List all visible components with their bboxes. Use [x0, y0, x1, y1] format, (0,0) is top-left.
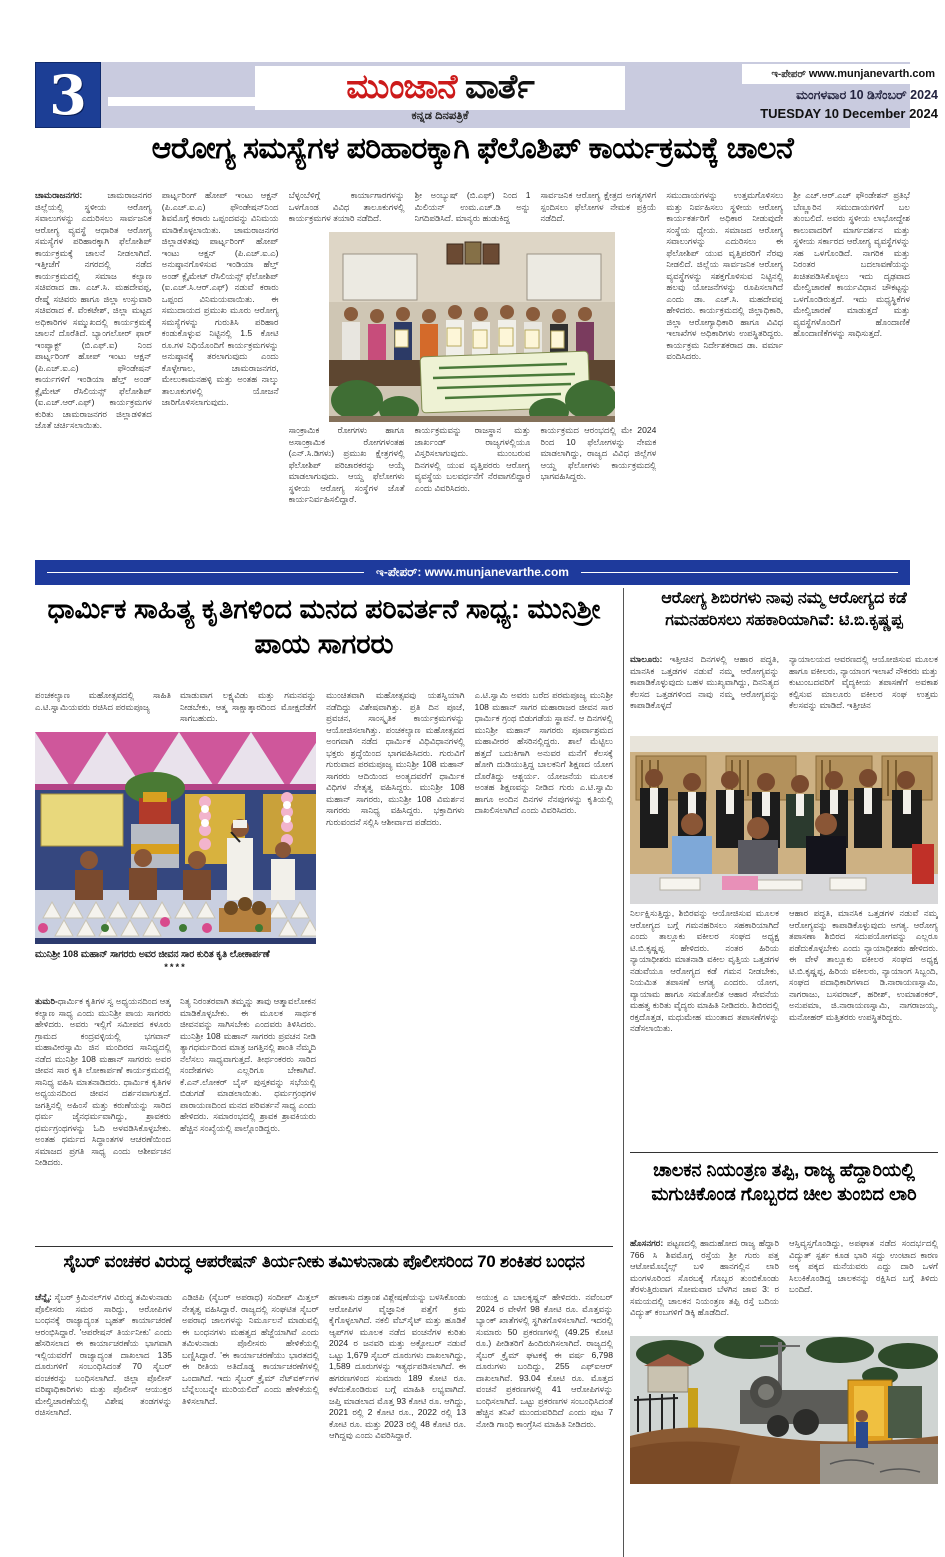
lorry-article-column-1-text: ಪಟ್ಟಣದಲ್ಲಿ ಹಾದುಹೋದ ರಾಜ್ಯ ಹೆದ್ದಾರಿ 766 ಸಿ ಶಿವಮೊಗ್ಗ ರಸ್ತೆಯ ಶ್ರೀ ಗುರು ಪತ್ತ ಆಟೋಮೊಬೈಲ್ಸ್ ಬಳಿ ಹಾನಗಲ್ಲಿನ ಲಾರಿ ಮಂಗಳೂರಿಂದ ಸೊರಬಕ್ಕೆ ಗೊಬ್ಬರ ತುಂಬಿಕೊಂಡು ತೆರಳುತ್ತಿರುವಾಗ ಸೋಮವಾರ ಬೆಳಗಿನ ಜಾವ 3: ರ ಸಮಯದಲ್ಲಿ ಚಾಲಕನ ನಿಯಂತ್ರಣ ತಪ್ಪಿ ರಸ್ತೆ ಬದಿಯ ವಿದ್ಯುತ್ ಕಂಬಗಳಿಗೆ ಡಿಕ್ಕಿ ಹೊಡೆದಿದೆ. [630, 1238, 779, 1318]
cyber-article-body [35, 1292, 613, 1557]
main-article-column-4-top: ಶ್ರೀ ಅಂಬ್ಯುಷ್ (ಬಿ.ಎಫ್) ನಿಂದ 1 ಮಿಲಿಯನ್ ಉಮ.ಎಚ್.ಡಿ ಅನ್ನು ನಿಗದಿಪಡಿಸಿದೆ. ಮಾನ್ಯರು ಹುಡುಕಿದ್ದ [414, 190, 531, 224]
religious-article-column-4: ಎ.ಟಿ.ಸ್ವಾಮಿ ಅವರು ಬರೆದ ಪರಮಪೂಜ್ಯ ಮುನಿಶ್ರೀ 108 ಮಹಾನ್ ಸಾಗರ ಮಹಾರಾಜರ ಜೀವನ ಸಾರ ಧಾರ್ಮಿಕ ಗ್ರಂಥ ಬಿಡುಗಡೆಯ ಸ್ಥಾಪನೆ. ಆ ದಿನಗಳಲ್ಲಿ ಮುನಿಶ್ರೀ ಮಹಾನ್ ಸಾಗರರು ಪೂರ್ವಾಶ್ರಮದ ಮಹಾವೀರರ ಹೆಸರಿನಲ್ಲಿದ್ದರು. ಶಾಲೆ ಮೆಟ್ಟಿಲು ಹತ್ತದೆ ಬದುಕಿಗಾಗಿ ಅನುವರ ಮನೆಗೆ ಕೆಲಸಕ್ಕೆ ಹೋಗಿ ದುಡಿಯುತ್ತಿದ್ದ ಬಾಲಕನಿಗೆ ಶಿಕ್ಷಣದ ಯೋಗ ದೊರೆತಿದ್ದು ಆಶ್ಚರ್ಯ. ಯೋಜನೆಯ ಮೂಲಕ ಅಂತಹ ಶಿಕ್ಷಣವನ್ನು ನೀಡಿದ ಗುರು ಎ.ಟಿ.ಸ್ವಾಮಿ ಹಾಗೂ ಅಂದಿನ ದಿನಗಳ ನೆನಪುಗಳನ್ನು ಕೃತಿಯಲ್ಲಿ ದಾಖಲಿಸಲಾಗಿದೆ ಎಂದು ವಿವರಿಸಿದರು. [474, 690, 613, 816]
banner-left-line [47, 572, 364, 573]
page-number-box [35, 62, 101, 128]
main-article-headline: ಆರೋಗ್ಯ ಸಮಸ್ಯೆಗಳ ಪರಿಹಾರಕ್ಕಾಗಿ ಫೆಲೊಶಿಪ್ ಕಾರ್ಯಕ್ರಮಕ್ಕೆ ಚಾಲನೆ [151, 132, 794, 165]
health-article-column-2-top: ನ್ಯಾಯಾಲಯದ ಆವರಣದಲ್ಲಿ ಆಯೋಜಿಸುವ ಮೂಲಕ ಹಾಗೂ ವಕೀಲರು, ನ್ಯಾಯಾಂಗ ಇಲಾಖೆ ನೌಕರರು ಮತ್ತು ಕುಟುಂಬದವರಿಗೆ ವೈದ್ಯಕೀಯ ತಪಾಸಣೆಗೆ ಅವಕಾಶ ಕಲ್ಪಿಸುವ ಮಾಲೂರು ವಕೀಲರ ಸಂಘ ಉತ್ತಮ ಕೆಲಸವನ್ನು ಮಾಡಿದೆ. ಇತ್ತೀಚಿನ [789, 654, 938, 711]
banner-right-line [581, 572, 898, 573]
masthead-title-red: ಮುಂಜಾನೆ [346, 68, 457, 106]
cyber-article-column-2: ಎಡಿಜಿಪಿ (ಸೈಬರ್ ಅಪರಾಧ) ಸಂದೀಪ್ ಮಿತ್ತಲ್ ನೇತೃತ್ವ ವಹಿಸಿದ್ದಾರೆ. ರಾಜ್ಯದಲ್ಲಿ ಸಂಘಟಿತ ಸೈಬರ್ ಅಪರಾಧ ಜಾಲಗಳನ್ನು ನಿರ್ಮೂಲನೆ ಮಾಡುವಲ್ಲಿ ಈ ಬಂಧನಗಳು ಮಹತ್ವದ ಹೆಜ್ಜೆಯಾಗಿವೆ ಎಂದು ತಮಿಳುನಾಡು ಪೊಲೀಸರು ಹೇಳಿಕೆಯಲ್ಲಿ ಬಣ್ಣಿಸಿದ್ದಾರೆ. 'ಈ ಕಾರ್ಯಾಚರಣೆಯು ಭಾರತದಲ್ಲಿ ಈ ರೀತಿಯ ಅತಿದೊಡ್ಡ ಕಾರ್ಯಾಚರಣೆಗಳಲ್ಲಿ ಒಂದಾಗಿದೆ. ಇದು ಸೈಬರ್ ಕ್ರೈಮ್ ನೆಟ್‌ವರ್ಕ್‌ಗಳ ಬೆನ್ನೆಲುಬನ್ನೇ ಮುರಿಯಲಿದೆ' ಎಂದು ಹೇಳಿಕೆಯಲ್ಲಿ ತಿಳಿಸಲಾಗಿದೆ. [182, 1292, 319, 1406]
religious-article-lower-row [35, 996, 316, 1246]
cyber-article-divider [35, 1246, 613, 1247]
religious-article-column-2-top: ಮಾಡುವಾಗ ಲಕ್ಷ್ಯವಿಡು ಮತ್ತು ಗಮನವನ್ನು ನೀಡಬೇಕು, ಆತ್ಮ ಸಾಕ್ಷಾತ್ಕಾರದಿಂದ ಮೋಕ್ಷದೆಡೆಗೆ ಸಾಗಬಹುದು. [180, 690, 317, 724]
epaper-url-box [742, 64, 938, 84]
cyber-article-column-3: ಹಣಕಾಸು ದತ್ತಾಂಶ ವಿಶ್ಲೇಷಣೆಯನ್ನು ಬಳಸಿಕೊಂಡು ಆರೋಪಿಗಳ ವೈಜ್ಞಾನಿಕ ಪತ್ತೆಗೆ ಕ್ರಮ ಕೈಗೊಳ್ಳಲಾಗಿದೆ. ನಕಲಿ ವೆಬ್‌ಸೈಟ್ ಮತ್ತು ಹೂಡಿಕೆ ಆ್ಯಪ್‌ಗಳ ಮೂಲಕ ನಡೆದ ವಂಚನೆಗಳ ಕುರಿತು 2024 ರ ಜನವರಿ ಮತ್ತು ಅಕ್ಟೋಬರ್ ನಡುವೆ ಒಟ್ಟು 1,679 ಸೈಬರ್ ದೂರುಗಳು ದಾಖಲಾಗಿದ್ದು, 1,589 ದೂರುಗಳನ್ನು ಇತ್ಯರ್ಥಪಡಿಸಲಾಗಿದೆ. ಈ ಹಗರಣಗಳಿಂದ ಸುಮಾರು 189 ಕೋಟಿ ರೂ. ಕಳೆದುಕೊಂಡಿರುವ ಬಗ್ಗೆ ಮಾಹಿತಿ ಲಭ್ಯವಾಗಿದೆ. ಜಪ್ತಿ ಮಾಡಲಾದ ಮೊತ್ತ 93 ಕೋಟಿ ರೂ. ಆಗಿದ್ದು, 2021 ರಲ್ಲಿ 2 ಕೋಟಿ ರೂ., 2022 ರಲ್ಲಿ 13 ಕೋಟಿ ರೂ. ಮತ್ತು 2023 ರಲ್ಲಿ 48 ಕೋಟಿ ರೂ. ಆಗಿದ್ದವು ಎಂದು ವಿವರಿಸಿದ್ದಾರೆ. [329, 1292, 466, 1441]
religious-article-column-3: ಮುಂಚಿತವಾಗಿ ಮಹೋತ್ಸವವು ಯಶಸ್ವಿಯಾಗಿ ನಡೆದಿದ್ದು ವಿಶೇಷವಾಗಿತ್ತು. ಪ್ರತಿ ದಿನ ಪೂಜೆ, ಪ್ರವಚನ, ಸಾಂಸ್ಕೃತಿಕ ಕಾರ್ಯಕ್ರಮಗಳನ್ನು ಆಯೋಜಿಸಲಾಗಿತ್ತು. ಪಂಚಕಲ್ಯಾಣ ಮಹೋತ್ಸವದ ಅಂಗವಾಗಿ ನಡೆದ ಧಾರ್ಮಿಕ ವಿಧಿವಿಧಾನಗಳಲ್ಲಿ ಭಕ್ತರು ಶ್ರದ್ಧೆಯಿಂದ ಭಾಗವಹಿಸಿದರು. ಗುರುವಿಗೆ ಗುರುವಾದ ಪರಮಪೂಜ್ಯ ಮುನಿಶ್ರೀ 108 ಮಹಾನ್ ಸಾಗರರು ಆದಿಯಿಂದ ಅಂತ್ಯದವರೆಗೆ ಧಾರ್ಮಿಕ ವಿಧಿಗಳ ನೇತೃತ್ವ ವಹಿಸಿದ್ದರು. ಮುನಿಶ್ರೀ 108 ಮಹಾನ್ ಸಾಗರರು, ಮುನಿಶ್ರೀ 108 ವಿಮರ್ಶನ ಸಾಗರರು ಸಾನಿಧ್ಯ ವಹಿಸಿದ್ದರು. ಭಕ್ತಾದಿಗಳು ಗುರುವಂದನೆ ಸಲ್ಲಿಸಿ ಆಶೀರ್ವಾದ ಪಡೆದರು. [326, 690, 465, 827]
date-english: TUESDAY 10 December 2024 [760, 106, 938, 121]
masthead-subtitle: ಕನ್ನಡ ದಿನಪತ್ರಿಕೆ [411, 110, 469, 122]
religious-article-top-row [35, 690, 316, 730]
banner-url-link[interactable]: ಇ-ಪೇಪರ್: www.munjanevarthe.com [376, 565, 569, 579]
health-article-dateline: ಮಾಲೂರು: [630, 654, 663, 664]
main-article-column-7: ಶ್ರೀ ಎಚ್.ಆರ್.ಎಚ್ ಫೌಂಡೇಶನ್ ಪ್ರತಿಭೆ ಬೆಣ್ಣೂರಿನ ಸಮುದಾಯಗಳಿಗೆ ಬಲ ತುಂಬಲಿದೆ. ಅವರು ಸ್ಥಳೀಯ ಲಾಭೋದ್ದೇಶ ಕಾಲುವಾದರಿಗೆ ಮಾರ್ಗದರ್ಶನ ಮತ್ತು ಸ್ಥಳೀಯ ಸರ್ಕಾರದ ಆರೋಗ್ಯ ವ್ಯವಸ್ಥೆಗಳನ್ನು ಸಹ ಒಳಗೊಂಡಿದೆ. ನಾಗರಿಕ ಮತ್ತು ನಿರಂತರ ಬದಲಾವಣೆಯನ್ನು ಖಚಿತಪಡಿಸಿಕೊಳ್ಳಲು ಇದು ದೃಢವಾದ ಮೇಲ್ವಿಚಾರಣೆ ಕಾರ್ಯವಿಧಾನ ಚೌಕಟ್ಟನ್ನು ಒಳಗೊಂಡಿರುತ್ತದೆ. ಇದು ಮಧ್ಯಸ್ಥಿಕೆಗಳ ಮೇಲ್ವಿಚಾರಣೆ ಮಾಡುತ್ತದೆ ಮತ್ತು ವ್ಯವಸ್ಥೆಗಳೊಂದಿಗೆ ಹೊಂದಾಣಿಕೆ ಹೊಂದಾಣಿಕೆಗಳನ್ನು ಸಾಧಿಸುತ್ತದೆ. [793, 190, 910, 339]
religious-article-column-1 [35, 996, 171, 1246]
health-article-headline: ಆರೋಗ್ಯ ಶಿಬಿರಗಳು ನಾವು ನಮ್ಮ ಆರೋಗ್ಯದ ಕಡೆ ಗಮನಹರಿಸಲು ಸಹಕಾರಿಯಾಗಿವೆ: ಟಿ.ಬಿ.ಕೃಷ್ಣಪ್ಪ [661, 590, 907, 629]
cyber-article-headline: ಸೈಬರ್ ವಂಚಕರ ವಿರುದ್ಧ ಆಪರೇಷನ್ ತಿರ್ಯನೀಕು ತಮಿಳುನಾಡು ಪೊಲೀಸರಿಂದ 70 ಶಂಕಿತರ ಬಂಧನ [63, 1252, 585, 1271]
lorry-article-column-1 [630, 1238, 779, 1332]
religious-article-left-pair [35, 690, 316, 1246]
lorry-article-column-2: ಆಸ್ತಿವ್ಯಸ್ತಗೊಂಡಿದ್ದು, ಅಪಘಾತ ನಡೆದ ಸಂದರ್ಭದಲ್ಲಿ ವಿದ್ಯುತ್ ಸ್ಪರ್ಶ ಕೂಡ ಭಾರಿ ಸದ್ದು ಉಂಟಾದ ಕಾರಣ ಅಕ್ಕ ಪಕ್ಕದ ಮನೆಯವರು ಎದ್ದು ದಾರಿ ಒಳಗೆ ಸಿಲುಕಿಕೊಂಡಿದ್ದ ಚಾಲಕನನ್ನು ರಕ್ಷಿಸಿದ ಬಗ್ಗೆ ತಿಳಿದು ಬಂದಿದೆ. [789, 1238, 938, 1295]
cyber-article-dateline: ಚೆನ್ನೈ: [35, 1292, 52, 1302]
epaper-banner [35, 560, 910, 585]
epaper-label: ಇ-ಪೇಪರ್ [771, 68, 806, 80]
main-article-dateline: ಚಾಮರಾಜನಗರ: [35, 190, 83, 200]
religious-article-column-1-top: ಪಂಚಕಲ್ಯಾಣ ಮಹೋತ್ಸವದಲ್ಲಿ ಸಾಹಿತಿ ಎ.ಟಿ.ಸ್ವಾಮಿಯವರು ರಚಿಸಿದ ಪರಮಪೂಜ್ಯ [35, 690, 172, 712]
ceremony-photo-caption [35, 944, 316, 996]
main-article-column-2: ಪಾರ್ಟ್ನರಿಂಗ್ ಹೋಪ್ ಇಂಟು ಆಕ್ಷನ್ (ಪಿ.ಎಚ್.ಐ.ಎ) ಫೌಂಡೇಷನ್‌ನಿಂದ ಶಿವಮೊಗ್ಗೆ ಕರಾರು ಒಪ್ಪಂದವನ್ನು ವಿನಿಮಯ ಮಾಡಿಕೊಳ್ಳಲಾಯಿತು. ಚಾಮರಾಜನಗರ ಜಿಲ್ಲಾಡಳಿತವು ಪಾರ್ಟ್ನರಿಂಗ್ ಹೋಪ್ ಇಂಟು ಆಕ್ಷನ್ (ಪಿ.ಎಚ್.ಐ.ಎ) ಅನುಷ್ಠಾನಗೊಳಿಸುವ ಇಂಡಿಯಾ ಹೆಲ್ತ್ ಅಂಡ್ ಕ್ಲೈಮೇಟ್ ರೆಸಿಲಿಯನ್ಸ್ ಫೆಲೋಶಿಪ್ (ಐ.ಎಚ್.ಸಿ.ಆರ್.ಎಫ್) ನಡುವೆ ಕರಾರು ಒಪ್ಪಂದ ವಿನಿಮಯವಾಯಿತು. ಈ ಸಮುದಾಯದ ಪ್ರಮುಖ ಮೂರು ಆರೋಗ್ಯ ಸಮಸ್ಯೆಗಳನ್ನು ಗುರುತಿಸಿ ಪರಿಹಾರ ಕಂಡುಕೊಳ್ಳುವ ನಿಟ್ಟಿನಲ್ಲಿ 1.5 ಕೋಟಿ ರೂ.ಗಳ ನಿಧಿಯೊಂದಿಗೆ ಕಾರ್ಯಕ್ರಮಗಳನ್ನು ಅನುಷ್ಠಾನಕ್ಕೆ ತರಲಾಗುವುದು ಎಂದು ಕೊಳ್ಳೇಗಾಲ, ಚಾಮರಾಜನಗರ, ಮೇಲುಕಾಮನಹಳ್ಳಿ ಮತ್ತು ಅಂತಹ ನಾಲ್ಕು ತಾಲೂಕುಗಳಲ್ಲಿ ಯೋಜನೆ ಜಾರಿಗೊಳಿಸಲಾಗುವುದು. [161, 190, 279, 408]
religious-article-column-2: ನಿತ್ಯ ನಿರಂತರವಾಗಿ ತಮ್ಮನ್ನು ತಾವು ಆತ್ಮಾವಲೋಕನ ಮಾಡಿಕೊಳ್ಳಬೇಕು. ಈ ಮೂಲಕ ಸಾರ್ಥಕ ಜೀವನವನ್ನು ಸಾಗಿಸಬೇಕು ಎಂದವರು ತಿಳಿಸಿದರು. ಮುನಿಶ್ರೀ 108 ಮಹಾನ್ ಸಾಗರರು ಪ್ರವಚನ ನೀಡಿ ತ್ಯಾಗಧರ್ಮದಿಂದ ಮಾತ್ರ ಜಗತ್ತಿನಲ್ಲಿ ಶಾಂತಿ ನೆಮ್ಮದಿ ನೆಲೆಸಲು ಸಾಧ್ಯವಾಗುತ್ತದೆ. ತೀರ್ಥಂಕರರು ಸಾರಿದ ಸಂದೇಶಗಳು ಎಲ್ಲರಿಗೂ ಬೇಕಾಗಿವೆ. ಕೆ.ಎನ್.ಲೋಕರ್ ಬೈಸ್ ಪುಸ್ತಕವನ್ನು ಸಭೆಯಲ್ಲಿ ಬಿಡುಗಡೆ ಮಾಡಲಾಯಿತು. ಧರ್ಮಗ್ರಂಥಗಳ ಪಾರಾಯಣದಿಂದ ಮನದ ಪರಿವರ್ತನೆ ಸಾಧ್ಯ ಎಂದು ಹೇಳಿದರು. ಸಮಾರಂಭದಲ್ಲಿ ಶ್ರಾವಕ ಶ್ರಾವಕಿಯರು ಹೆಚ್ಚಿನ ಸಂಖ್ಯೆಯಲ್ಲಿ ಪಾಲ್ಗೊಂಡಿದ್ದರು. [180, 996, 317, 1133]
epaper-url-link[interactable]: www.munjanevarth.com [808, 68, 935, 80]
main-article-column-3-top: ಬೆಳ್ಳಂಬೆಳಿಗ್ಗೆ ಕಾರ್ಯಾಗಾರಗಳನ್ನು ಒಳಗೊಂಡ ವಿವಿಧ ತಾಲೂಕುಗಳಲ್ಲಿ ಕಾರ್ಯಕ್ರಮಗಳ ತಯಾರಿ ನಡೆದಿದೆ. [288, 190, 405, 224]
overturned-lorry-photo [630, 1336, 938, 1484]
page-number: 3 [49, 63, 87, 127]
religious-article-column-1-text: ಧಾರ್ಮಿಕ ಕೃತಿಗಳ ಸ್ವ ಅಧ್ಯಯನದಿಂದ ಆತ್ಮ ಕಲ್ಯಾಣ ಸಾಧ್ಯ ಎಂದು ಮುನಿಶ್ರೀ ಪಾಯ ಸಾಗರರು ಹೇಳಿದರು. ಅವರು ಇಲ್ಲಿಗೆ ಸಮೀಪದ ಕಳೂರು ಗ್ರಾಮದ ಕಂದ್ರವಳ್ಳಿಯಲ್ಲಿ ಭಗವಾನ್ ಮಹಾವೀರಸ್ವಾಮಿ ಜಿನ ಮಂದಿರದ ಸಾನಿಧ್ಯದಲ್ಲಿ ನಡೆದ ಮುನಿಶ್ರೀ 108 ಮಹಾನ್ ಸಾಗರರು ಅವರ ಜೀವನ ಸಾರ ಕೃತಿ ಲೋಕಾರ್ಪಣೆ ಕಾರ್ಯಕ್ರಮದಲ್ಲಿ ಸಾನಿಧ್ಯ ವಹಿಸಿ ಮಾತನಾಡಿದರು. ಧಾರ್ಮಿಕ ಕೃತಿಗಳ ಅಧ್ಯಯನದಿಂದ ಜೀವನ ದರ್ಶನವಾಗುತ್ತದೆ. ಜಗತ್ತಿನಲ್ಲಿ ಅಹಿಂಸೆ ಮತ್ತು ಕರುಣೆಯನ್ನು ಸಾರಿದ ಧರ್ಮ ಜೈನಧರ್ಮವಾಗಿದ್ದು, ಶ್ರಾವಕರು ಧರ್ಮಗ್ರಂಥಗಳನ್ನು ಓದಿ ಅಳವಡಿಸಿಕೊಳ್ಳಬೇಕು. ಅಂತಹ ಧರ್ಮದ ಸಿದ್ಧಾಂತಗಳ ಆಚರಣೆಯಿಂದ ಸಮಾಜದ ಪ್ರಗತಿ ಸಾಧ್ಯ ಎಂದು ಆಶೀರ್ವಚನ ನೀಡಿದರು. [35, 996, 172, 1168]
lorry-article-dateline: ಹೊಸನಗರ: [630, 1238, 664, 1248]
main-article-column-3-bottom: ಸಾಂಕ್ರಾಮಿಕ ರೋಗಗಳು ಹಾಗೂ ಅಸಾಂಕ್ರಾಮಿಕ ರೋಗಗಳಂತಹ (ಎನ್.ಸಿ.ಡಿಗಳು) ಪ್ರಮುಖ ಕ್ಷೇತ್ರಗಳಲ್ಲಿ ಫೆಲೋಶಿಪ್ ಪರಿಚಾರಕರನ್ನು ಆಯ್ಕೆ ಮಾಡಲಾಗುವುದು. ಆಯ್ದ ಫೆಲೋಗಳು ಸ್ಥಳೀಯ ಆರೋಗ್ಯ ಸಂಸ್ಥೆಗಳ ಜೊತೆ ಕಾರ್ಯನಿರ್ವಹಿಸಲಿದ್ದಾರೆ. [288, 425, 405, 505]
masthead-title [240, 64, 640, 110]
health-article-column-1-bottom: ನಿರ್ಲಕ್ಷಿಸುತ್ತಿದ್ದು, ಶಿಬಿರವನ್ನು ಆಯೋಜಿಸುವ ಮೂಲಕ ಆರೋಗ್ಯದ ಬಗ್ಗೆ ಗಮನಹರಿಸಲು ಸಹಕಾರಿಯಾಗಿದೆ ಎಂದು ತಾಲ್ಲೂಕು ವಕೀಲರ ಸಂಘದ ಅಧ್ಯಕ್ಷ ಟಿ.ಬಿ.ಕೃಷ್ಣಪ್ಪ ಹೇಳಿದರು. ನಂತರ ಹಿರಿಯ ನ್ಯಾಯಾಧೀಶರು ಮಾತನಾಡಿ ವಕೀಲ ವೃತ್ತಿಯ ಒತ್ತಡಗಳ ನಡುವೆಯೂ ಆರೋಗ್ಯದ ಕಡೆ ಗಮನ ನೀಡಬೇಕು, ನಿಯಮಿತ ತಪಾಸಣೆ ಅಗತ್ಯ ಎಂದರು. ಯೋಗ, ವ್ಯಾಯಾಮ ಹಾಗೂ ಸಮತೋಲಿತ ಆಹಾರ ಸೇವನೆಯ ಮಹತ್ವ ಕುರಿತು ವೈದ್ಯರು ಮಾಹಿತಿ ನೀಡಿದರು. ಶಿಬಿರದಲ್ಲಿ ರಕ್ತದೊತ್ತಡ, ಮಧುಮೇಹ ಮುಂತಾದ ತಪಾಸಣೆಗಳನ್ನು ನಡೆಸಲಾಯಿತು. [630, 908, 779, 1034]
lorry-article-headline: ಚಾಲಕನ ನಿಯಂತ್ರಣ ತಪ್ಪಿ, ರಾಜ್ಯ ಹೆದ್ದಾರಿಯಲ್ಲಿ ಮಗುಚಿಕೊಂಡ ಗೊಬ್ಬರದ ಚೀಲ ತುಂಬಿದ ಲಾರಿ [651, 1160, 917, 1205]
cyber-article-column-1 [35, 1292, 172, 1557]
health-article-bottom-row [630, 908, 938, 1150]
main-article-body [35, 190, 910, 556]
cyber-article-column-4: ಅಯುಕ್ತ ಎ ಬಾಲಕೃಷ್ಣನ್ ಹೇಳಿದರು. ನವೆಂಬರ್ 2024 ರ ವೇಳೆಗೆ 98 ಕೋಟಿ ರೂ. ಮೊತ್ತವನ್ನು ಬ್ಯಾಂಕ್ ಖಾತೆಗಳಲ್ಲಿ ಸ್ಥಗಿತಗೊಳಿಸಲಾಗಿದೆ. ಇದರಲ್ಲಿ ಸುಮಾರು 50 ಪ್ರಕರಣಗಳಲ್ಲಿ (49.25 ಕೋಟಿ ರೂ.) ಪೀಡಿತರಿಗೆ ಹಿಂದಿರುಗಿಸಲಾಗಿದೆ. ರಾಜ್ಯದಲ್ಲಿ ಸೈಬರ್ ಕ್ರೈಮ್ ಘಟಕಕ್ಕೆ ಈ ವರ್ಷ 6,798 ದೂರುಗಳು ಬಂದಿದ್ದು, 255 ಎಫ್‌ಐಆರ್ ದಾಖಲಾಗಿವೆ. 93.04 ಕೋಟಿ ರೂ. ಮೊತ್ತದ ವಂಚನೆ ಪ್ರಕರಣಗಳಲ್ಲಿ 41 ಆರೋಪಿಗಳನ್ನು ಬಂಧಿಸಲಾಗಿದೆ. ಒಟ್ಟು ಪ್ರಕರಣಗಳ ಸಂಬಂಧಿಸಿದಂತೆ ಹೆಚ್ಚಿನ ತನಿಖೆ ಮುಂದುವರಿದಿದೆ ಎಂದು ಪುಟ 7 ನೋಡಿ ಗಾಂಧಿ ಕಾಂಗ್ರೆಸಿನ ಮಾಹಿತಿ ನೀಡಿದರು. [476, 1292, 613, 1429]
caption-stars: **** [164, 961, 187, 972]
lorry-article-body [630, 1238, 938, 1332]
cyber-article-column-1-text: ಸೈಬರ್ ಕ್ರಿಮಿನಲ್‌ಗಳ ವಿರುದ್ಧ ತಮಿಳುನಾಡು ಪೊಲೀಸರು ಸಮರ ಸಾರಿದ್ದು, ಆರೋಪಿಗಳ ಬಂಧನಕ್ಕೆ ರಾಜ್ಯಾದ್ಯಂತ ಬೃಹತ್ ಕಾರ್ಯಾಚರಣೆ ಆರಂಭಿಸಿದ್ದಾರೆ. 'ಆಪರೇಷನ್ ತಿರ್ಯನೀಕು' ಎಂದು ಹೆಸರಿಸಲಾದ ಈ ಕಾರ್ಯಾಚರಣೆಯ ಭಾಗವಾಗಿ ಇಲ್ಲಿಯವರೆಗೆ ರಾಜ್ಯಾದ್ಯಂತ ದಾಖಲಾದ 135 ದೂರುಗಳಿಗೆ ಸಂಬಂಧಿಸಿದಂತೆ 70 ಸೈಬರ್ ವಂಚಕರನ್ನು ಬಂಧಿಸಲಾಗಿದೆ. ಜಿಲ್ಲಾ ಪೊಲೀಸ್ ವರಿಷ್ಠಾಧಿಕಾರಿಗಳು ಮತ್ತು ಪೊಲೀಸ್ ಆಯುಕ್ತರ ಮೇಲ್ವಿಚಾರಣೆಯಲ್ಲಿ ವಿಶೇಷ ತಂಡಗಳನ್ನು ರಚಿಸಲಾಗಿದೆ. [35, 1292, 172, 1418]
main-article-column-4-bottom: ಕಾರ್ಯಕ್ರಮವನ್ನು ರಾಜಸ್ಥಾನ ಮತ್ತು ಜಾರ್ಖಂಡ್ ರಾಜ್ಯಗಳಲ್ಲಿಯೂ ವಿಸ್ತರಿಸಲಾಗುವುದು. ಮುಂಬರುವ ದಿನಗಳಲ್ಲಿ ಯುವ ವೃತ್ತಿಪರರು ಆರೋಗ್ಯ ವ್ಯವಸ್ಥೆಯ ಬಲವರ್ಧನೆಗೆ ನೆರವಾಗಲಿದ್ದಾರೆ ಎಂದು ವಿವರಿಸಿದರು. [414, 425, 531, 493]
health-article-column-2-bottom: ಆಹಾರ ಪದ್ಧತಿ, ಮಾನಸಿಕ ಒತ್ತಡಗಳ ನಡುವೆ ನಮ್ಮ ಆರೋಗ್ಯವನ್ನು ಕಾಪಾಡಿಕೊಳ್ಳುವುದು ಅಗತ್ಯ. ಆರೋಗ್ಯ ತಪಾಸಣಾ ಶಿಬಿರದ ಸದುಪಯೋಗವನ್ನು ಎಲ್ಲರೂ ಪಡೆದುಕೊಳ್ಳಬೇಕು ಎಂದು ನ್ಯಾಯಾಧೀಶರು ಹೇಳಿದರು. ಈ ವೇಳೆ ತಾಲ್ಲೂಕು ವಕೀಲರ ಸಂಘದ ಅಧ್ಯಕ್ಷ ಟಿ.ಬಿ.ಕೃಷ್ಣಪ್ಪ, ಹಿರಿಯ ವಕೀಲರು, ನ್ಯಾಯಾಂಗ ಸಿಬ್ಬಂದಿ, ಸಂಘದ ಪದಾಧಿಕಾರಿಗಳಾದ ಡಿ.ನಾರಾಯಣಸ್ವಾಮಿ, ನಾಗರಾಜು, ಬಸವರಾಜ್, ಹರೀಶ್, ಉಮಾಶಂಕರ್, ಅನುಪಮಾ, ಜಿ.ನಾರಾಯಣಸ್ವಾಮಿ, ನಾಗರಾಜಯ್ಯ, ಮನೋಹರ್ ಮತ್ತಿತರರು ಉಪಸ್ಥಿತರಿದ್ದರು. [789, 908, 938, 1022]
religious-article-body [35, 690, 613, 1246]
section-vertical-divider [623, 588, 624, 1557]
main-article-column-1 [35, 190, 152, 556]
masthead-title-black: ವಾರ್ತೆ [464, 68, 534, 106]
date-kannada: ಮಂಗಳವಾರ 10 ಡಿಸೆಂಬರ್ 2024 [796, 88, 938, 102]
ceremony-photo-caption-text: ಮುನಿಶ್ರೀ 108 ಮಹಾನ್ ಸಾಗರರು ಅವರ ಜೀವನ ಸಾರ ಕುರಿತ ಕೃತಿ ಲೋಕಾರ್ಪಣೆ [35, 949, 270, 959]
main-article-column-1-text: ಚಾಮರಾಜನಗರ ಜಿಲ್ಲೆಯಲ್ಲಿ ಸ್ಥಳೀಯ ಆರೋಗ್ಯ ಸವಾಲುಗಳನ್ನು ಎದುರಿಸಲು ಸಾರ್ವಜನಿಕ ಆರೋಗ್ಯ ವ್ಯವಸ್ಥೆ ಆಧಾರಿತ ಆರೋಗ್ಯ ಸಮಸ್ಯೆಗಳ ಪರಿಹಾರಕ್ಕಾಗಿ ಫೆಲೋಶಿಪ್ ಕಾರ್ಯಕ್ರಮಕ್ಕೆ ಚಾಲನೆ ನೀಡಲಾಗಿದೆ. ಇತ್ತೀಚೆಗೆ ನಗರದಲ್ಲಿ ನಡೆದ ಕಾರ್ಯಕ್ರಮದಲ್ಲಿ ಸಮಾಜ ಕಲ್ಯಾಣ ಸಚಿವರಾದ ಡಾ. ಎಚ್.ಸಿ. ಮಹದೇವಪ್ಪ, ರೇಷ್ಮೆ ಸಚಿವರು ಹಾಗೂ ಜಿಲ್ಲಾ ಉಸ್ತುವಾರಿ ಸಚಿವರಾದ ಕೆ. ವೆಂಕಟೇಶ್, ಜಿಲ್ಲಾ ಮಟ್ಟದ ಅಧಿಕಾರಿಗಳ ಸಮ್ಮುಖದಲ್ಲಿ ಕಾರ್ಯಕ್ರಮಕ್ಕೆ ಚಾಲನೆ ದೊರೆತಿದೆ. ಬ್ಯಾಂಗಲೋರ್ ಫಾರ್ ಇಂಪ್ಯಾಕ್ಟ್ (ಬಿ.ಎಫ್.ಐ) ನಿಂದ ಪಾರ್ಟ್ನರಿಂಗ್ ಹೋಪ್ ಇಂಟು ಆಕ್ಷನ್ (ಪಿ.ಎಚ್.ಐ.ಎ) ಫೌಂಡೇಷನ್ ಕಾರ್ಯಗಳಿಗೆ ಇಂಡಿಯಾ ಹೆಲ್ತ್ ಅಂಡ್ ಕ್ಲೈಮೇಟ್ ರೆಸಿಲಿಯನ್ಸ್ ಫೆಲೋಶಿಪ್ (ಐ.ಎಚ್.ಆರ್.ಎಫ್) ಕಾರ್ಯಕ್ರಮಗಳ ಕುರಿತು ಚಾಮರಾಜನಗರ ಜಿಲ್ಲಾಡಳಿತದ ಜೊತೆ ಚರ್ಚಿಸಲಾಯಿತು. [35, 190, 152, 431]
main-article-middle-bottom-row [289, 425, 657, 556]
main-article-middle-top-row [289, 190, 657, 230]
main-article-column-5-bottom: ಕಾರ್ಯಕ್ರಮದ ಆರಂಭದಲ್ಲಿ ಮೇ 2024 ರಿಂದ 10 ಫೆಲೋಗಳನ್ನು ನೇಮಕ ಮಾಡಲಾಗಿದ್ದು, ರಾಜ್ಯದ ವಿವಿಧ ಜಿಲ್ಲೆಗಳ ಆಯ್ದ ಫೆಲೋಗಳು ಕಾರ್ಯಕ್ರಮದಲ್ಲಿ ಭಾಗವಹಿಸಿದ್ದರು. [540, 425, 657, 482]
advocates-photo [630, 736, 938, 904]
ceremony-photo [35, 732, 316, 944]
religious-article-headline: ಧಾರ್ಮಿಕ ಸಾಹಿತ್ಯ ಕೃತಿಗಳಿಂದ ಮನದ ಪರಿವರ್ತನೆ ಸಾಧ್ಯ: ಮುನಿಶ್ರೀ ಪಾಯ ಸಾಗರರು [47, 594, 601, 660]
main-article-column-6: ಸಮುದಾಯಗಳನ್ನು ಉತ್ತಮಗೊಳಿಸಲು ಮತ್ತು ನಿರ್ವಹಿಸಲು ಸ್ಥಳೀಯ ಆರೋಗ್ಯ ಕಾರ್ಯಕರ್ತರಿಗೆ ಅಧಿಕಾರ ನೀಡುವುದೇ ಸಂಸ್ಥೆಯ ಧ್ಯೇಯ. ಸಮಾಜದ ಆರೋಗ್ಯ ಸವಾಲುಗಳನ್ನು ಎದುರಿಸಲು ಈ ಫೆಲೋಶಿಪ್ ಯುವ ವೃತ್ತಿಪರರಿಗೆ ನೆರವು ನೀಡಲಿದೆ. ಜಿಲ್ಲೆಯ ಸಾರ್ವಜನಿಕ ಆರೋಗ್ಯ ವ್ಯವಸ್ಥೆಗಳನ್ನು ಸಶಕ್ತಗೊಳಿಸುವ ನಿಟ್ಟಿನಲ್ಲಿ ಹಲವು ಯೋಜನೆಗಳನ್ನು ರೂಪಿಸಲಾಗಿದೆ ಎಂದು ಡಾ. ಎಚ್.ಸಿ. ಮಹದೇವಪ್ಪ ಹೇಳಿದರು. ಕಾರ್ಯಕ್ರಮದಲ್ಲಿ ಜಿಲ್ಲಾಧಿಕಾರಿ, ಜಿಲ್ಲಾ ಆರೋಗ್ಯಾಧಿಕಾರಿ ಹಾಗೂ ವಿವಿಧ ಇಲಾಖೆಗಳ ಅಧಿಕಾರಿಗಳು ಉಪಸ್ಥಿತರಿದ್ದರು. ಕಾರ್ಯಕ್ರಮ ನಿರ್ದೇಶಕರಾದ ಡಾ. ವರ್ಮಾ ವಂದಿಸಿದರು. [666, 190, 784, 362]
main-article-middle-group [289, 190, 657, 556]
main-article-column-5-top: ಸಾರ್ವಜನಿಕ ಆರೋಗ್ಯ ಕ್ಷೇತ್ರದ ಅಗತ್ಯಗಳಿಗೆ ಸ್ಪಂದಿಸಲು ಫೆಲೋಗಳ ನೇಮಕ ಪ್ರಕ್ರಿಯೆ ನಡೆದಿದೆ. [540, 190, 657, 224]
health-article-top-row [630, 654, 938, 734]
health-article-column-1-top-text: ಇತ್ತೀಚಿನ ದಿನಗಳಲ್ಲಿ ಆಹಾರ ಪದ್ಧತಿ, ಮಾನಸಿಕ ಒತ್ತಡಗಳ ನಡುವೆ ನಮ್ಮ ಆರೋಗ್ಯವನ್ನು ಕಾಪಾಡಿಕೊಳ್ಳುವುದು ಬಹಳ ಮುಖ್ಯವಾಗಿದ್ದು, ದಿನನಿತ್ಯದ ಕೆಲಸದ ಒತ್ತಡಗಳಿಂದ ನಾವು ನಮ್ಮ ಆರೋಗ್ಯವನ್ನು ಕಾಪಾಡಿಕೊಳ್ಳದೆ [630, 654, 779, 711]
health-article-column-1-top [630, 654, 779, 734]
religious-article-dateline: ತುಮರಿ- [35, 996, 58, 1006]
conference-photo [329, 232, 615, 422]
right-section-divider [630, 1152, 938, 1153]
